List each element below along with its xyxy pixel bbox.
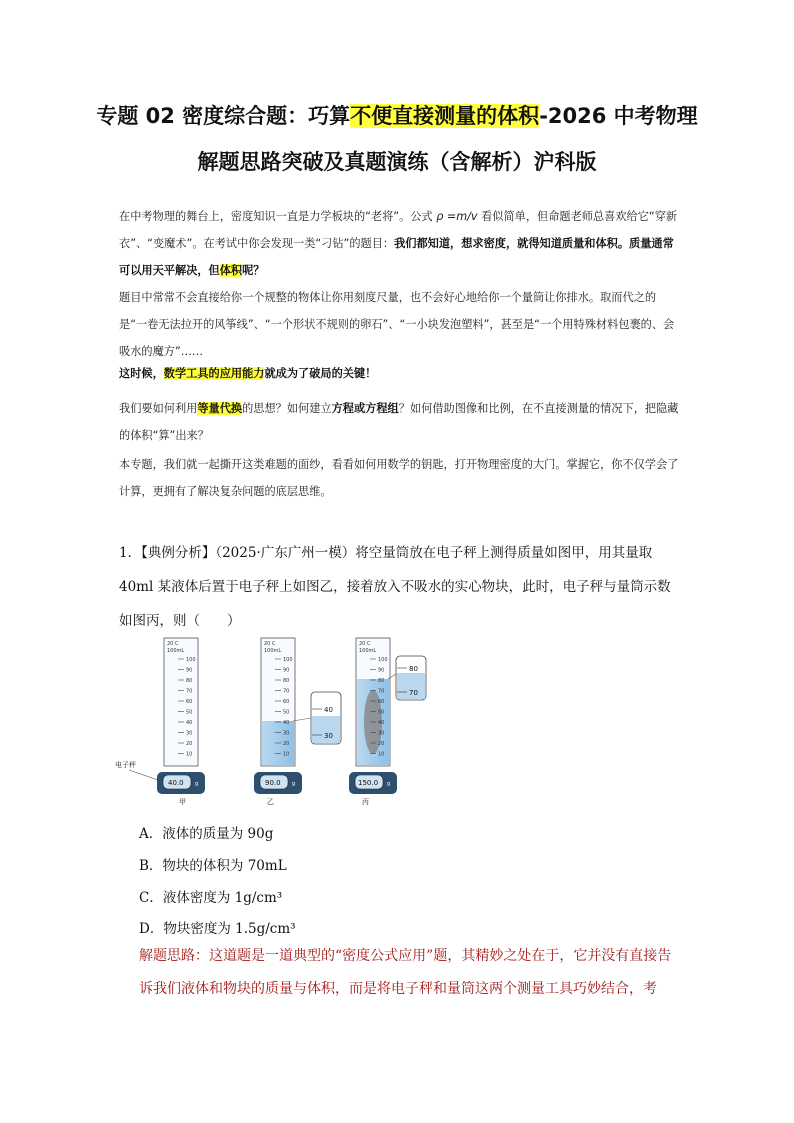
cylinder-tick-label: 50 [378,709,385,716]
svg-text:150.0: 150.0 [358,779,379,787]
cylinder-tick-label: 30 [378,730,385,737]
cylinder-tick-label: 40 [186,720,193,726]
cylinder-tick-label: 40 [378,720,385,726]
scale-yi [254,772,302,806]
svg-text:甲: 甲 [179,798,186,806]
svg-text:20 C: 20 C [264,641,276,647]
cylinder-tick-label: 100 [186,657,196,663]
cylinder-tick-label: 30 [283,730,290,737]
svg-text:100mL: 100mL [359,648,377,654]
solution-hint: 解题思路：这道题是一道典型的“密度公式应用”题，其精妙之处在于，它并没有直接告诉我们液体和物块的质量与体积，而是将电子秤和量筒这两个测量工具巧妙结合，考 [139,948,672,997]
svg-text:30: 30 [324,732,333,740]
intro-paragraph-5: 本专题，我们就一起撕开这类难题的面纱，看看如何用数学的钥匙，打开物理密度的大门。掌握它，你不仅学会了计算，更拥有了解决复杂问题的底层思维。 [119,458,679,498]
cylinder-tick-label: 70 [378,688,385,695]
svg-text:20 C: 20 C [359,641,371,647]
zoom-box-yi [293,692,341,744]
svg-text:g: g [292,781,296,787]
svg-text:丙: 丙 [362,798,369,806]
cylinder-tick-label: 50 [186,709,193,716]
cylinder-tick-label: 60 [186,699,193,705]
svg-text:40: 40 [324,706,333,714]
cylinder-tick-label: 90 [283,667,290,674]
page-title-line2: 解题思路突破及真题演练（含解析）沪科版 [197,150,597,174]
svg-text:90.0: 90.0 [265,779,281,787]
intro-paragraph-1: 在中考物理的舞台上，密度知识一直是力学板块的“老将”。公式 ρ =m/v 看似简单，但命题老师总喜欢给它“穿新衣”、“变魔术”。在考试中你会发现一类“刁钻”的题目：我们都知道，想求密度，就得知道质量和体积。质量通常可以用天平解决，但体积呢？ [119,210,678,277]
svg-text:70: 70 [409,689,418,697]
cylinder-tick-label: 70 [283,688,290,695]
cylinder-tick-label: 50 [283,709,290,716]
scale-jia [157,772,205,806]
cylinder-tick-label: 100 [283,657,293,663]
cylinder-tick-label: 100 [378,657,388,663]
svg-text:100mL: 100mL [264,648,282,654]
svg-text:乙: 乙 [267,798,274,806]
zoom-box-bing [388,656,426,700]
cylinder-tick-label: 10 [378,751,385,758]
intro-paragraph-2: 题目中常常不会直接给你一个规整的物体让你用刻度尺量，也不会好心地给你一个量筒让你排水。取而代之的是“一卷无法拉开的风筝线”、“一个形状不规则的卵石”、“一小块发泡塑料”，甚至是“一个用特殊材料包裹的、会吸水的魔方”…… [119,291,675,358]
svg-text:40.0: 40.0 [168,779,184,787]
cylinder-tick-label: 20 [378,741,385,747]
svg-text:80: 80 [409,665,418,673]
cylinder-tick-label: 40 [283,720,290,726]
cylinder-scale-figure [115,634,455,812]
option-b: B．物块的体积为 70mL [139,858,287,874]
intro-paragraph-4: 我们要如何利用等量代换的思想？如何建立方程或方程组？如何借助图像和比例，在不直接测量的情况下，把隐藏的体积“算”出来？ [119,402,679,442]
cylinder-tick-label: 70 [186,688,193,695]
density-formula: ρ =m/v [436,210,478,223]
question-stem: 1．【典例分析】（2025·广东广州一模）将空量筒放在电子秤上测得质量如图甲，用其量取 40ml 某液体后置于电子秤上如图乙，接着放入不吸水的实心物块，此时，电子秤与量筒示数如图丙，则（ ） [119,545,671,629]
svg-text:g: g [387,781,391,787]
cylinder-tick-label: 80 [283,678,290,684]
svg-text:100mL: 100mL [167,648,185,654]
scale-bing [349,772,397,806]
cylinder-tick-label: 20 [186,741,193,747]
option-c: C．液体密度为 1g/cm³ [139,890,283,906]
cylinder-tick-label: 10 [186,751,193,758]
cylinder-tick-label: 80 [186,678,193,684]
page-title-line1: 专题 02 密度综合题：巧算不便直接测量的体积-2026 中考物理 [96,104,698,128]
cylinder-tick-label: 30 [186,730,193,737]
option-a: A．液体的质量为 90g [139,826,274,842]
cylinder-tick-label: 80 [378,678,385,684]
cylinder-tick-label: 20 [283,741,290,747]
cylinder-tick-label: 90 [186,667,193,674]
cylinder-tick-label: 10 [283,751,290,758]
intro-paragraph-3: 这时候，数学工具的应用能力就成为了破局的关键！ [119,367,377,380]
cylinder-tick-label: 60 [378,699,385,705]
scale-label: 电子秤 [115,761,136,769]
option-d: D．物块密度为 1.5g/cm³ [139,921,296,937]
svg-text:g: g [195,781,199,787]
cylinder-tick-label: 90 [378,667,385,674]
svg-text:20 C: 20 C [167,641,179,647]
title-highlight: 不便直接测量的体积 [350,104,540,128]
cylinder-tick-label: 60 [283,699,290,705]
